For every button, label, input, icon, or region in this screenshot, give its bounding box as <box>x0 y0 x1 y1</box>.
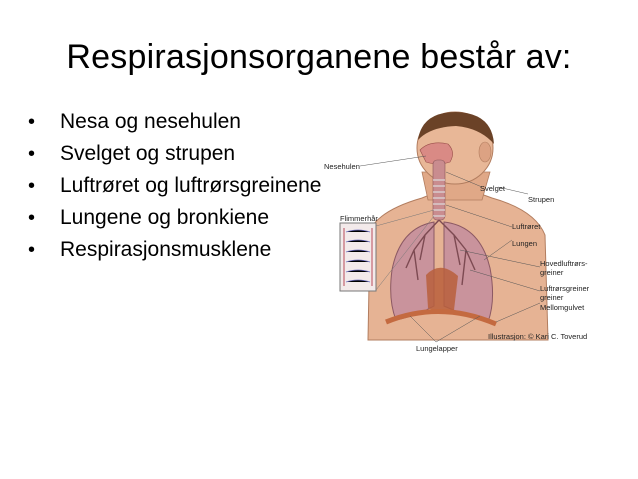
label-nesehulen: Nesehulen <box>324 162 360 171</box>
bullet-text: Luftrøret og luftrørsgreinene <box>60 174 322 197</box>
label-luftrorsgreiner-2: greiner <box>540 293 564 302</box>
bullet-item <box>28 170 321 202</box>
bullet-icon: • <box>28 111 36 133</box>
label-hovedluftrors-2: greiner <box>540 268 564 277</box>
label-svelget: Svelget <box>480 184 506 193</box>
bullet-icon: • <box>28 207 36 229</box>
bullet-text: Respirasjonsmusklene <box>60 238 272 261</box>
bullet-item <box>28 138 321 170</box>
bullet-icon: • <box>28 175 36 197</box>
label-flimmerhar: Flimmerhår <box>340 214 378 223</box>
label-luftroret: Luftrøret <box>512 222 541 231</box>
bullet-text: Lungene og bronkiene <box>60 206 270 229</box>
anatomy-drawing <box>330 110 630 360</box>
bullet-text: Svelget og strupen <box>60 142 236 165</box>
label-lungelapper: Lungelapper <box>416 344 458 353</box>
slide-title: Respirasjonsorganene består av: <box>66 38 572 76</box>
bullet-icon: • <box>28 239 36 261</box>
label-strupen: Strupen <box>528 195 555 204</box>
bullet-text: Nesa og nesehulen <box>60 110 241 133</box>
bullet-list <box>28 106 321 266</box>
label-mellomgulvet: Mellomgulvet <box>540 303 585 312</box>
bullet-item <box>28 202 321 234</box>
bullet-item <box>28 106 321 138</box>
respiratory-illustration <box>324 110 630 360</box>
label-illustrasjon: Illustrasjon: © Kari C. Toverud <box>488 332 588 341</box>
label-luftrorsgreiner-1: Luftrørsgreiner <box>540 284 590 293</box>
bullet-item <box>28 234 321 266</box>
label-hovedluftrors-1: Hovedluftrørs- <box>540 259 588 268</box>
label-lungen: Lungen <box>512 239 538 248</box>
bullet-icon: • <box>28 143 36 165</box>
